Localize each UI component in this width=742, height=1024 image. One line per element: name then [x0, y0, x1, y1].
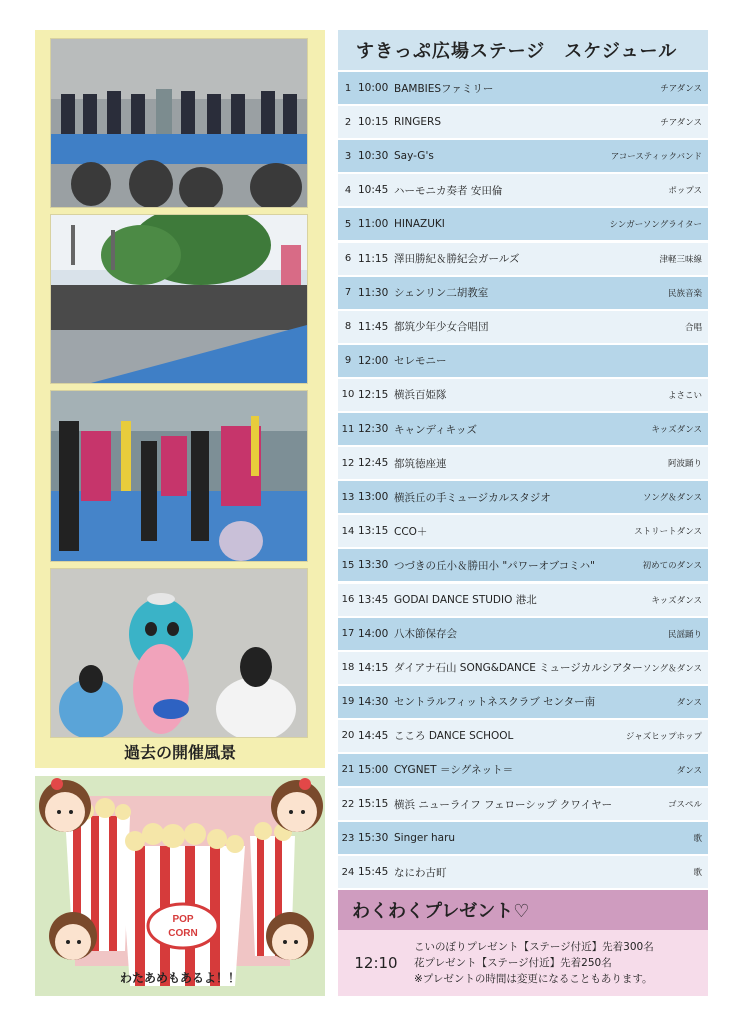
schedule-num: 24	[341, 866, 355, 878]
present-line: ※プレゼントの時間は変更になることもあります。	[414, 973, 653, 985]
schedule-row	[338, 515, 708, 547]
schedule-name: 澤田勝紀＆勝紀会ガールズ	[394, 253, 520, 266]
schedule-genre: チアダンス	[660, 118, 702, 129]
popcorn-illustration	[35, 776, 325, 996]
schedule-genre: 民族音楽	[667, 288, 702, 299]
present-section	[338, 890, 708, 996]
schedule-genre: ソング＆ダンス	[642, 663, 702, 674]
schedule-time: 12:15	[358, 388, 389, 401]
schedule-num: 1	[344, 82, 352, 94]
schedule-name: 八木節保存会	[394, 628, 457, 641]
schedule-time: 14:15	[358, 661, 389, 674]
schedule-time: 10:00	[358, 82, 389, 95]
schedule-name: 都筑徳座連	[394, 457, 447, 470]
schedule-row	[338, 277, 708, 309]
stage-schedule	[338, 30, 708, 888]
svg-text:CORN: CORN	[168, 928, 198, 939]
popcorn-label: POP	[172, 914, 194, 925]
schedule-time: 14:45	[358, 729, 389, 742]
schedule-time: 11:45	[358, 320, 389, 333]
schedule-time: 15:15	[358, 798, 389, 811]
schedule-row	[338, 208, 708, 240]
schedule-row	[338, 481, 708, 513]
schedule-genre: 阿波踊り	[667, 459, 702, 470]
schedule-genre: ストリートダンス	[634, 527, 702, 538]
present-line: 花プレゼント【ステージ付近】先着250名	[414, 957, 612, 969]
schedule-num: 22	[341, 798, 355, 810]
schedule-name: HINAZUKI	[394, 218, 445, 231]
schedule-num: 2	[344, 116, 352, 128]
schedule-time: 15:00	[358, 763, 389, 776]
schedule-row	[338, 754, 708, 786]
schedule-time: 11:15	[358, 252, 389, 265]
schedule-name: 都筑少年少女合唱団	[394, 321, 489, 334]
schedule-genre: 初めてのダンス	[642, 561, 702, 572]
schedule-row	[338, 652, 708, 684]
schedule-num: 12	[341, 457, 355, 469]
schedule-num: 6	[344, 253, 352, 265]
schedule-genre: 歌	[693, 834, 702, 845]
schedule-genre: チアダンス	[660, 84, 702, 95]
schedule-row	[338, 311, 708, 343]
schedule-num: 10	[341, 389, 355, 401]
schedule-row	[338, 788, 708, 820]
schedule-num: 14	[341, 525, 355, 537]
schedule-name: 横浜 ニューライフ フェローシップ クワイヤー	[394, 798, 613, 811]
schedule-num: 11	[341, 423, 355, 435]
schedule-time: 14:30	[358, 695, 389, 708]
schedule-genre: ソング＆ダンス	[642, 493, 702, 504]
schedule-time: 10:30	[358, 150, 389, 163]
schedule-name: ダイアナ石山 SONG&DANCE ミュージカルシアター	[394, 662, 643, 675]
schedule-num: 21	[341, 764, 355, 776]
photo-caption: 過去の開催風景	[123, 743, 236, 762]
photo-ceremony	[50, 38, 308, 208]
schedule-row	[338, 856, 708, 888]
schedule-time: 13:15	[358, 525, 389, 538]
schedule-genre: アコースティックバンド	[610, 152, 702, 163]
schedule-time: 12:45	[358, 457, 389, 470]
schedule-time: 11:00	[358, 218, 389, 231]
schedule-num: 16	[341, 594, 355, 605]
schedule-name: BAMBIESファミリー	[394, 82, 494, 95]
schedule-time: 15:30	[358, 832, 389, 845]
schedule-name: ハーモニカ奏者 安田倫	[394, 184, 503, 197]
schedule-time: 10:45	[358, 184, 389, 197]
schedule-name: CCO＋	[394, 525, 428, 538]
schedule-genre: よさこい	[667, 390, 702, 401]
schedule-name: Say-G's	[394, 150, 434, 163]
present-body	[338, 930, 708, 996]
schedule-genre: ゴスペル	[667, 800, 702, 811]
schedule-num: 18	[341, 662, 355, 674]
schedule-name: シェンリン二胡教室	[394, 287, 489, 300]
schedule-row	[338, 140, 708, 172]
present-line: こいのぼりプレゼント【ステージ付近】先着300名	[414, 941, 654, 953]
event-photo-panel	[35, 30, 325, 768]
schedule-num: 23	[341, 832, 355, 844]
schedule-genre: ダンス	[676, 697, 702, 708]
schedule-name: Singer haru	[394, 832, 456, 845]
schedule-row	[338, 106, 708, 138]
schedule-row	[338, 822, 708, 854]
schedule-name: なにわ古町	[394, 866, 447, 879]
schedule-time: 13:30	[358, 559, 389, 572]
schedule-name: つづきの丘小＆勝田小 "パワーオブコミハ"	[394, 559, 595, 572]
schedule-row	[338, 686, 708, 718]
schedule-genre: 歌	[693, 868, 702, 879]
photo-mascot	[50, 568, 308, 738]
photo-crowd	[50, 214, 308, 384]
schedule-num: 4	[344, 184, 352, 196]
schedule-row	[338, 174, 708, 206]
schedule-num: 9	[344, 355, 352, 367]
schedule-name: RINGERS	[394, 116, 441, 129]
schedule-name: こころ DANCE SCHOOL	[394, 730, 514, 743]
schedule-row	[338, 413, 708, 445]
schedule-num: 13	[341, 491, 355, 503]
schedule-num: 3	[344, 150, 352, 162]
popcorn-caption: わたあめもあるよ！！	[119, 971, 240, 985]
schedule-row	[338, 618, 708, 650]
schedule-row	[338, 345, 708, 377]
schedule-genre: キッズダンス	[651, 425, 702, 436]
schedule-time: 13:45	[358, 593, 389, 606]
schedule-time: 15:45	[358, 866, 389, 879]
schedule-name: GODAI DANCE STUDIO 港北	[394, 594, 537, 606]
schedule-name: CYGNET ＝シグネット＝	[394, 764, 514, 777]
schedule-genre: シンガーソングライター	[609, 220, 702, 231]
schedule-row	[338, 243, 708, 275]
schedule-genre: 津軽三味線	[659, 254, 702, 265]
schedule-genre: 合唱	[684, 322, 702, 333]
schedule-name: セントラルフィットネスクラブ センター南	[394, 696, 596, 709]
schedule-row	[338, 549, 708, 581]
schedule-row	[338, 72, 708, 104]
schedule-name: セレモニー	[394, 355, 447, 368]
schedule-num: 19	[341, 696, 355, 708]
schedule-time: 12:00	[358, 354, 389, 367]
schedule-name: 横浜百姫隊	[394, 389, 447, 402]
schedule-row	[338, 447, 708, 479]
schedule-row	[338, 379, 708, 411]
schedule-time: 10:15	[358, 116, 389, 129]
schedule-title: すきっぷ広場ステージ スケジュール	[338, 30, 708, 70]
schedule-num: 20	[341, 730, 355, 742]
schedule-num: 8	[344, 321, 352, 333]
schedule-time: 11:30	[358, 286, 389, 299]
schedule-name: 横浜丘の手ミュージカルスタジオ	[394, 491, 551, 504]
schedule-time: 13:00	[358, 491, 389, 504]
schedule-num: 15	[341, 559, 355, 571]
schedule-time: 12:30	[358, 423, 389, 436]
present-title: わくわくプレゼント♡	[338, 890, 708, 930]
present-time: 12:10	[354, 954, 398, 972]
schedule-num: 17	[341, 628, 355, 640]
schedule-num: 5	[344, 218, 352, 230]
schedule-num: 7	[344, 287, 352, 299]
photo-dancers	[50, 390, 308, 562]
schedule-time: 14:00	[358, 627, 389, 640]
schedule-genre: ジャズヒップホップ	[625, 731, 702, 742]
schedule-genre: ダンス	[676, 765, 702, 776]
schedule-genre: キッズダンス	[651, 595, 702, 606]
schedule-row	[338, 584, 708, 616]
schedule-genre: 民謡踊り	[667, 629, 702, 640]
schedule-name: キャンディキッズ	[394, 423, 477, 436]
schedule-genre: ポップス	[668, 186, 702, 197]
schedule-row	[338, 720, 708, 752]
